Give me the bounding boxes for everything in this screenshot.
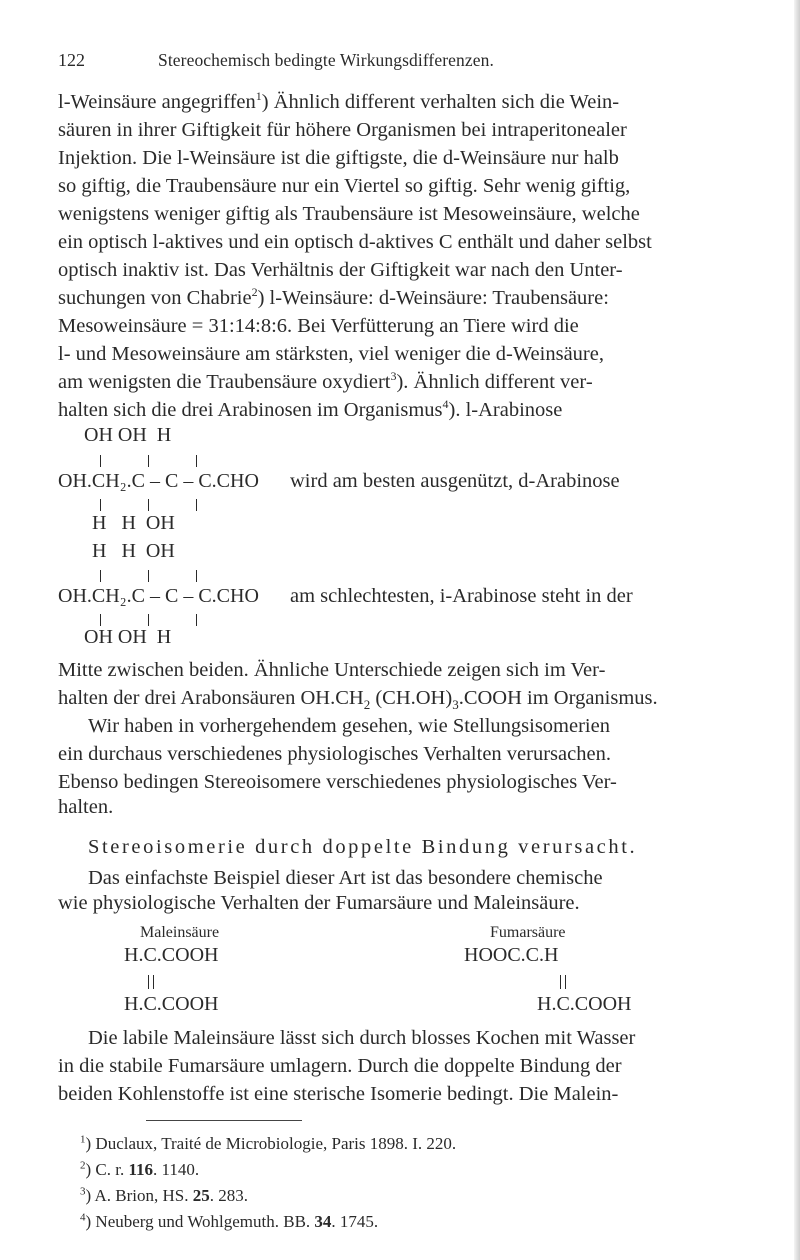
- formula-bottom-substituents: H H OH: [92, 512, 175, 534]
- text-line: in die stabile Fumarsäure umlagern. Durch die doppelte Bindung der: [58, 1055, 622, 1077]
- footnote: $^1$) Duclaux, Traité de Microbiologie, Paris 1898. I. 220.: [80, 1133, 457, 1153]
- structure-label: Fumarsäure: [490, 924, 566, 941]
- text-line: beiden Kohlenstoffe ist eine sterische Isomerie bedingt. Die Malein-: [58, 1083, 619, 1105]
- text-line: wird am besten ausgenützt, d-Arabinose: [290, 470, 620, 492]
- text-line: so giftig, die Traubensäure nur ein Viertel so giftig. Sehr wenig giftig,: [58, 175, 631, 197]
- text-line: optisch inaktiv ist. Das Verhältnis der Giftigkeit war nach den Unter-: [58, 259, 623, 281]
- text-line: Mitte zwischen beiden. Ähnliche Unterschiede zeigen sich im Ver-: [58, 659, 606, 681]
- text-line: Wir haben in vorhergehendem gesehen, wie Stellungsisomerien: [88, 715, 610, 737]
- text-line: halten sich die drei Arabinosen im Organismus$^4$). l-Arabinose: [58, 397, 563, 421]
- text-line: l- und Mesoweinsäure am stärksten, viel weniger die d-Weinsäure,: [58, 343, 604, 365]
- running-title: Stereochemisch bedingte Wirkungsdifferenzen.: [158, 50, 494, 70]
- footnote: $^2$) C. r. 116. 1140.: [80, 1159, 200, 1179]
- bond-line: [148, 614, 149, 626]
- bond-line: [100, 455, 101, 467]
- double-bond: [148, 975, 154, 989]
- text-line: ein durchaus verschiedenes physiologisches Verhalten verursachen.: [58, 743, 611, 765]
- page-edge-shadow: [794, 0, 800, 1260]
- bond-line: [196, 570, 197, 582]
- formula-bottom-substituents: OH OH H: [84, 626, 172, 648]
- bond-line: [196, 614, 197, 626]
- structure-bottom-line: H.C.COOH: [124, 993, 219, 1015]
- text-line: am wenigsten die Traubensäure oxydiert$^3$). Ähnlich different ver-: [58, 369, 593, 393]
- text-line: Mesoweinsäure = 31:14:8:6. Bei Verfütterung an Tiere wird die: [58, 315, 579, 337]
- text-line: Ebenso bedingen Stereoisomere verschiedenes physiologisches Ver-: [58, 771, 617, 793]
- structure-bottom-line: H.C.COOH: [537, 993, 632, 1015]
- formula-top-substituents: H H OH: [92, 540, 175, 562]
- footnote: $^4$) Neuberg und Wohlgemuth. BB. 34. 1745.: [80, 1211, 379, 1231]
- bond-line: [196, 499, 197, 511]
- text-line: l-Weinsäure angegriffen$^1$) Ähnlich different verhalten sich die Wein-: [58, 89, 620, 113]
- bond-line: [100, 499, 101, 511]
- text-line: halten der drei Arabonsäuren $OH.CH_2$ $(CH.OH)_3.COOH$ im Organismus.: [58, 687, 658, 713]
- structure-label: Maleinsäure: [140, 924, 220, 941]
- text-line: säuren in ihrer Giftigkeit für höhere Organismen bei intraperitonealer: [58, 119, 627, 141]
- text-line: Das einfachste Beispiel dieser Art ist das besondere chemische: [88, 867, 603, 889]
- bond-line: [100, 614, 101, 626]
- text-line: am schlechtesten, i-Arabinose steht in der: [290, 585, 633, 607]
- footnote-rule: [146, 1120, 302, 1121]
- structure-top-line: H.C.COOH: [124, 944, 219, 966]
- bond-line: [196, 455, 197, 467]
- section-heading: Stereoisomerie durch doppelte Bindung verursacht.: [88, 836, 638, 858]
- text-line: Die labile Maleinsäure lässt sich durch blosses Kochen mit Wasser: [88, 1027, 636, 1049]
- text-line: halten.: [58, 796, 114, 818]
- text-line: ein optisch l-aktives und ein optisch d-aktives C enthält und daher selbst: [58, 231, 652, 253]
- text-line: suchungen von Chabrie$^2$) l-Weinsäure: d-Weinsäure: Traubensäure:: [58, 285, 609, 309]
- formula-main-chain: OH.CH₂.C – C – C.CHO: [58, 585, 259, 607]
- formula-main-chain: OH.CH₂.C – C – C.CHO: [58, 470, 259, 492]
- bond-line: [148, 570, 149, 582]
- text-line: wenigstens weniger giftig als Traubensäure ist Mesoweinsäure, welche: [58, 203, 640, 225]
- text-line: Injektion. Die l-Weinsäure ist die giftigste, die d-Weinsäure nur halb: [58, 147, 619, 169]
- page-number: 122: [58, 50, 85, 70]
- structure-top-line: HOOC.C.H: [464, 944, 559, 966]
- bond-line: [148, 455, 149, 467]
- formula-top-substituents: OH OH H: [84, 424, 172, 446]
- text-line: wie physiologische Verhalten der Fumarsäure und Maleinsäure.: [58, 892, 580, 914]
- bond-line: [148, 499, 149, 511]
- running-header: [58, 50, 748, 74]
- double-bond: [560, 975, 566, 989]
- bond-line: [100, 570, 101, 582]
- footnote: $^3$) A. Brion, HS. 25. 283.: [80, 1185, 248, 1205]
